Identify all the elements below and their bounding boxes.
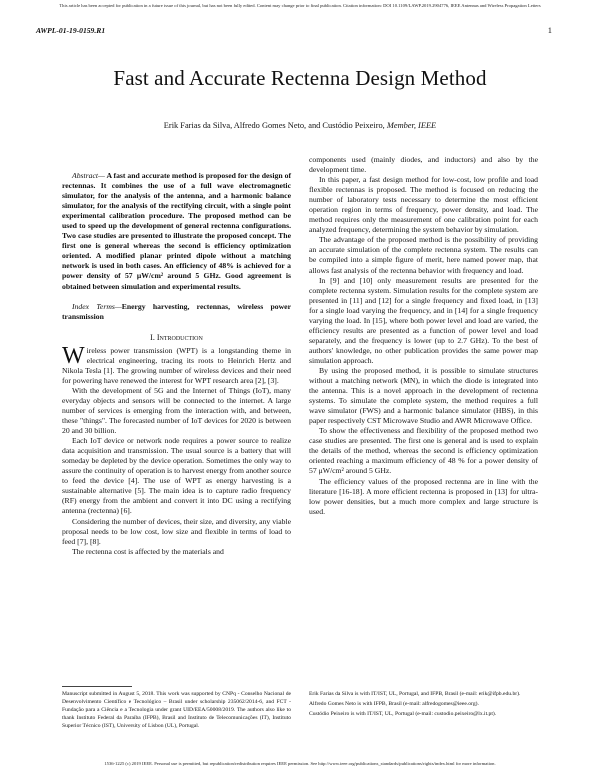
author-membership: Member, IEEE — [386, 121, 437, 130]
footnote-right — [309, 690, 538, 720]
footnote-author: Custódio Peixeiro is with IT/IST, UL, Portugal (e-mail: custodio.peixeiro@lx.it.pt). — [309, 711, 497, 717]
paper-title: Fast and Accurate Rectenna Design Method — [113, 66, 487, 90]
intro-paragraph — [62, 342, 291, 386]
abstract — [62, 171, 291, 292]
body-paragraph: The rectenna cost is affected by the materials and — [72, 546, 224, 556]
footnote-manuscript: Manuscript submitted in August 5, 2018. This work was supported by CNPq - Conselho Nacional de Desenvolvimento Científico e Tecnológico – Brasil under scholarship 235062/2014-6, and FCT - Fundação para a Ciência e a Tecnologia under grant UID/EEA/50008/2019. The authors also like to thank Instituto Federal da Paraíba (IFPB), Brasil and Instituto de Telecomunicações (IT), Instituto Superior Técnico (IST), University of Lisbon (UL), Portugal. — [62, 691, 291, 729]
right-column — [309, 155, 538, 517]
footnote-author: Alfredo Gomes Neto is with IFPB, Brasil (e-mail: alfredogomes@ieee.org). — [309, 701, 479, 707]
body-paragraph: In [9] and [10] only measurement results are presented for the complete rectenna system. Simulation results for the complete system are presented in [11] and [12] for a single frequency and fixed load, in [13] for a single load varying the frequency, and in [14] for a single frequency varying the load. In [15], where both power level and load are varied, the efficiency results are presented as a function of power level and load separately, and the frequency is lower (up to 2.7 GHz). To the best of authors' knowledge, no other publication provides the same power map simulation approach. — [309, 275, 538, 365]
body-paragraph: To show the effectiveness and flexibility of the proposed method two case studies are presented. The first one is general and is used to explain the details of the method, whereas the second is efficiency optimization oriented reaching a maximum efficiency of 48 % for a power density of 57 μW/cm² around 5 GHz. — [309, 426, 538, 476]
index-terms — [62, 302, 291, 322]
intro-paragraph-text: ireless power transmission (WPT) is a longstanding theme in electrical engineering, tracing its roots to Heinrich Hertz and Nikola Tesla [1]. The growing number of wireless devices and their need for powering have renewed the interest for WPT research area [2], [3]. — [62, 345, 291, 385]
journal-banner: This article has been accepted for publication in a future issue of this journal, but has not been fully edited. Content may change prior to final publication. Citation information: DOI 10.1109/LAWP.2019.2904776, IEEE Antennas and Wireless Propagation Letters — [59, 3, 541, 8]
drop-cap: W — [62, 342, 85, 369]
abstract-lead: Abstract— — [72, 171, 105, 180]
body-paragraph: The advantage of the proposed method is the possibility of providing an accurate simulation of the complete rectenna system. The results can be compiled into a simple figure of merit, here named power map, that allows fast analysis of the rectenna behavior with frequency and load. — [309, 235, 538, 275]
body-paragraph: In this paper, a fast design method for low-cost, low profile and load flexible rectennas is proposed. The method is focused on reducing the number of laboratory tests necessary to determine the most efficient operation region in terms of frequency, power density, and load. The method requires only the measurement of one calibration point for each analyzed frequency, determining the system behavior by simulation. — [309, 175, 538, 235]
body-paragraph: components used (mainly diodes, and inductors) and also by the development time. — [309, 155, 538, 175]
footnote-author: Erik Farias da Silva is with IT/IST, UL, Portugal, and IFPB, Brasil (e-mail: erik@ifpb.edu.br). — [309, 691, 521, 697]
left-column — [62, 171, 291, 557]
index-terms-body: Energy harvesting, rectennas, wireless power transmission — [62, 301, 291, 321]
footnote-left — [62, 690, 291, 730]
page-number: 1 — [547, 25, 552, 35]
abstract-body: A fast and accurate method is proposed for the design of rectennas. It combines the use of a full wave electromagnetic simulator, for the analysis of the antenna, and a harmonic balance simulator, for the analysis of the rectifying circuit, with a single point experimental calibration procedure. The proposed method can be used to speed up the development of general rectenna configurations. Two case studies are presented to illustrate the proposed concept. The first one is general whereas the second is efficiency optimization oriented. A modified planar printed dipole without a matching network is used in both cases. An efficiency of 48% is achieved for a power density of 57 μW/cm² around 5 GHz. Good agreement is obtained between simulation and experimental results. — [62, 171, 292, 291]
body-paragraph: With the development of 5G and the Internet of Things (IoT), many everyday objects and sensors will be connected to the internet. A large number of services is emerging from the interaction with, and between, these "things". The forecasted number of IoT devices for 2020 is between 20 and 30 billion. — [62, 385, 291, 436]
copyright-notice: 1536-1225 (c) 2019 IEEE. Personal use is permitted, but republication/redistribution requires IEEE permission. See http://www.ieee.org/publications_standards/publications/rights/index.html for more information. — [104, 761, 496, 766]
author-names: Erik Farias da Silva, Alfredo Gomes Neto, and Custódio Peixeiro, — [163, 121, 385, 130]
body-paragraph: Each IoT device or network node requires a power source to realize data acquisition and transmission. The usual source is a battery that will someday be depleted by the device operation. Sometimes the only way to assure the continuity of operation is to harvest energy from another source to feed the device [4]. The use of WPT as energy harvesting is a sustainable alternative [5]. The main idea is to capture radio frequency (RF) energy from the ambient and convert it into DC using a rectifying antenna (rectenna) [6]. — [62, 436, 291, 516]
manuscript-id: AWPL-01-19-0159.R1 — [36, 26, 106, 35]
body-paragraph: By using the proposed method, it is possible to simulate structures without a matching network (MN), in which the diode is integrated into the antenna. This is a novel approach in the development of rectenna systems. To simulate the complete system, the method requires a full wave simulator (FWS) and a harmonic balance simulator (HBS), in this paper respectively CST Microwave Studio and AWR Microwave Office. — [309, 365, 538, 426]
footnote-divider — [62, 686, 132, 687]
section-heading-introduction: I. Introduction — [150, 332, 203, 342]
body-paragraph: The efficiency values of the proposed rectenna are in line with the literature [16-18]. A more efficient rectenna is proposed in [13] for ultra-low power densities, but a much more complex and large structure is used. — [309, 476, 538, 516]
index-terms-lead: Index Terms— — [72, 301, 122, 311]
body-paragraph: Considering the number of devices, their size, and diversity, any viable proposal needs to be low cost, low size and flexible in terms of load to feed [7], [8]. — [62, 516, 291, 546]
author-line — [0, 121, 600, 130]
